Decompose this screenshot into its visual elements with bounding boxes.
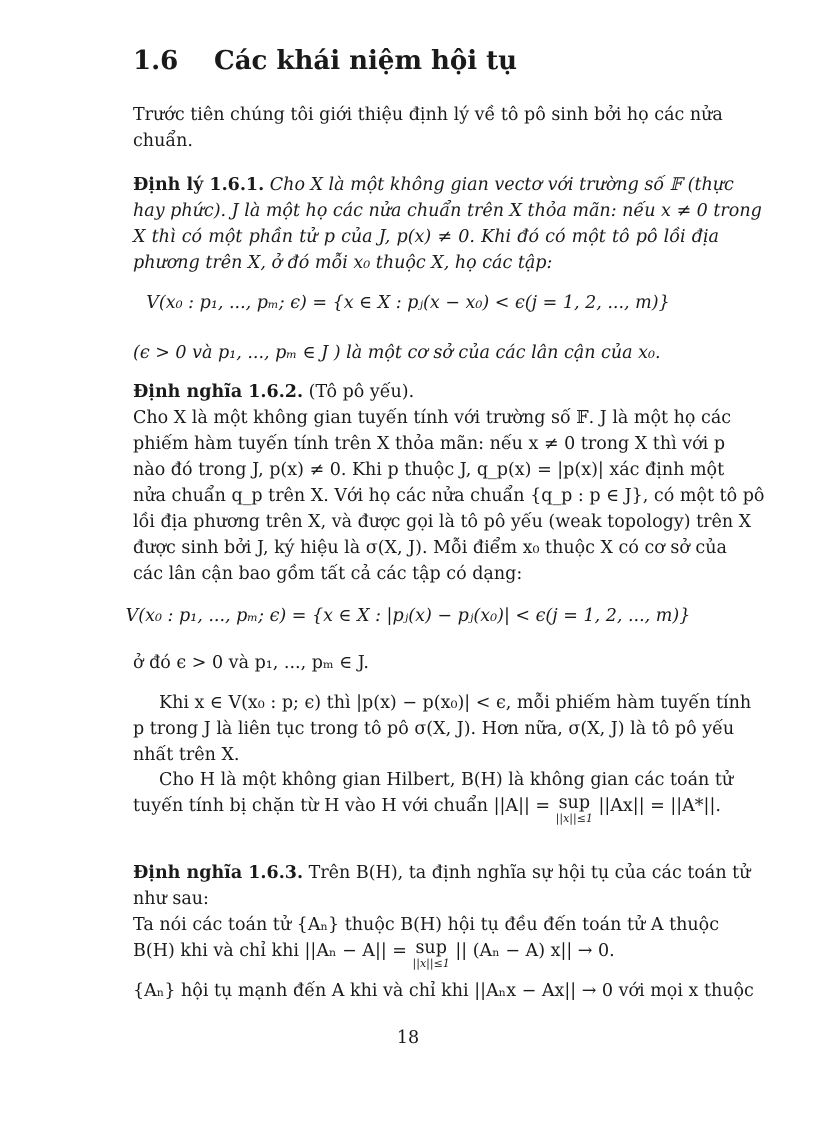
definition2-line-5: lồi địa phương trên X, và được gọi là tô pô yếu (weak topology) trên X	[133, 512, 752, 532]
definition3-line-5: {Aₙ} hội tụ mạnh đến A khi và chỉ khi ||Aₙx − Ax|| → 0 với mọi x thuộc	[133, 981, 754, 1001]
paragraph3-line-2: p trong J là liên tục trong tô pô σ(X, J). Hơn nữa, σ(X, J) là tô pô yếu	[133, 719, 735, 739]
theorem-equation: V(x₀ : p₁, ..., pₘ; ϵ) = {x ∈ X : pⱼ(x − x₀) < ϵ(j = 1, 2, ..., m)}	[146, 293, 670, 313]
paragraph3-line-3: nhất trên X.	[133, 745, 240, 765]
paragraph-4	[133, 767, 734, 825]
sup-operator	[413, 938, 450, 970]
definition3-line-4	[133, 938, 719, 970]
definition2-equation: V(x₀ : p₁, ..., pₘ; ϵ) = {x ∈ X : |pⱼ(x) − pⱼ(x₀)| < ϵ(j = 1, 2, ..., m)}	[125, 606, 691, 626]
definition2-heading	[133, 379, 719, 405]
paragraph-3	[133, 690, 752, 768]
sup-operator-label: sup	[558, 793, 591, 813]
definition3-line-4-post: || (Aₙ − A) x|| → 0.	[455, 941, 615, 961]
theorem-after: (ϵ > 0 và p₁, ..., pₘ ∈ J ) là một cơ sở của các lân cận của x₀.	[133, 343, 661, 363]
definition2-line-3: nào đó trong J, p(x) ≠ 0. Khi p thuộc J, q_p(x) = |p(x)| xác định một	[133, 460, 725, 480]
intro-line-1: Trước tiên chúng tôi giới thiệu định lý về tô pô sinh bởi họ các nửa	[133, 105, 723, 125]
definition3-line-1	[133, 860, 751, 886]
theorem-line-1	[133, 172, 734, 198]
definition3-line-4-pre: B(H) khi và chỉ khi ||Aₙ − A|| =	[133, 941, 407, 961]
theorem-1-6-1	[133, 172, 762, 276]
theorem-line-3: X thì có một phần tử p của J, p(x) ≠ 0. Khi đó có một tô pô lồi địa	[133, 227, 719, 247]
definition3-line-3: Ta nói các toán tử {Aₙ} thuộc B(H) hội tụ đều đến toán tử A thuộc	[133, 915, 719, 935]
sup-operator	[556, 793, 593, 825]
definition3-line-2: như sau:	[133, 889, 209, 909]
intro-line-2: chuẩn.	[133, 131, 193, 151]
sup-operator-subscript: ||x||≤1	[555, 812, 593, 825]
theorem-line-2: hay phức). J là một họ các nửa chuẩn trên X thỏa mãn: nếu x ≠ 0 trong	[133, 201, 762, 221]
definition3-label: Định nghĩa 1.6.3.	[133, 863, 304, 883]
definition2-after: ở đó ϵ > 0 và p₁, ..., pₘ ∈ J.	[133, 653, 369, 673]
theorem-text-1: Cho X là một không gian vectơ với trường số 𝔽 (thực	[269, 175, 734, 195]
definition3-text-1: Trên B(H), ta định nghĩa sự hội tụ của các toán tử	[308, 863, 751, 883]
sup-operator-label: sup	[415, 938, 447, 958]
definition2-line-4: nửa chuẩn q_p trên X. Với họ các nửa chuẩn {q_p : p ∈ J}, có một tô pô	[133, 486, 765, 506]
section-heading	[133, 46, 517, 76]
definition2-label: Định nghĩa 1.6.2.	[133, 382, 304, 402]
definition-1-6-3	[133, 860, 754, 1004]
paragraph3-line-1: Khi x ∈ V(x₀ : p; ϵ) thì |p(x) − p(x₀)| < ϵ, mỗi phiếm hàm tuyến tính	[159, 693, 752, 713]
theorem-line-4: phương trên X, ở đó mỗi x₀ thuộc X, họ các tập:	[133, 253, 553, 273]
definition2-line-7: các lân cận bao gồm tất cả các tập có dạng:	[133, 564, 523, 584]
definition2-label-note: (Tô pô yếu).	[308, 382, 415, 402]
sup-operator-subscript: ||x||≤1	[412, 957, 450, 970]
paragraph4-line-2-post: ||Ax|| = ||A*||.	[598, 796, 721, 816]
page-number: 18	[396, 1028, 420, 1048]
theorem-label: Định lý 1.6.1.	[133, 175, 265, 195]
definition2-line-1: Cho X là một không gian tuyến tính với trường số 𝔽. J là một họ các	[133, 408, 732, 428]
section-number: 1.6	[133, 46, 179, 76]
definition2-line-2: phiếm hàm tuyến tính trên X thỏa mãn: nếu x ≠ 0 trong X thì với p	[133, 434, 726, 454]
definition-1-6-2	[133, 379, 765, 587]
definition2-line-6: được sinh bởi J, ký hiệu là σ(X, J). Mỗi điểm x₀ thuộc X có cơ sở của	[133, 538, 727, 558]
paragraph4-line-2	[133, 793, 719, 825]
section-title: Các khái niệm hội tụ	[214, 46, 518, 76]
intro-paragraph	[133, 102, 723, 154]
paragraph4-line-2-pre: tuyến tính bị chặn từ H vào H với chuẩn ||A|| =	[133, 796, 551, 816]
paragraph4-line-1: Cho H là một không gian Hilbert, B(H) là không gian các toán tử	[159, 770, 734, 790]
